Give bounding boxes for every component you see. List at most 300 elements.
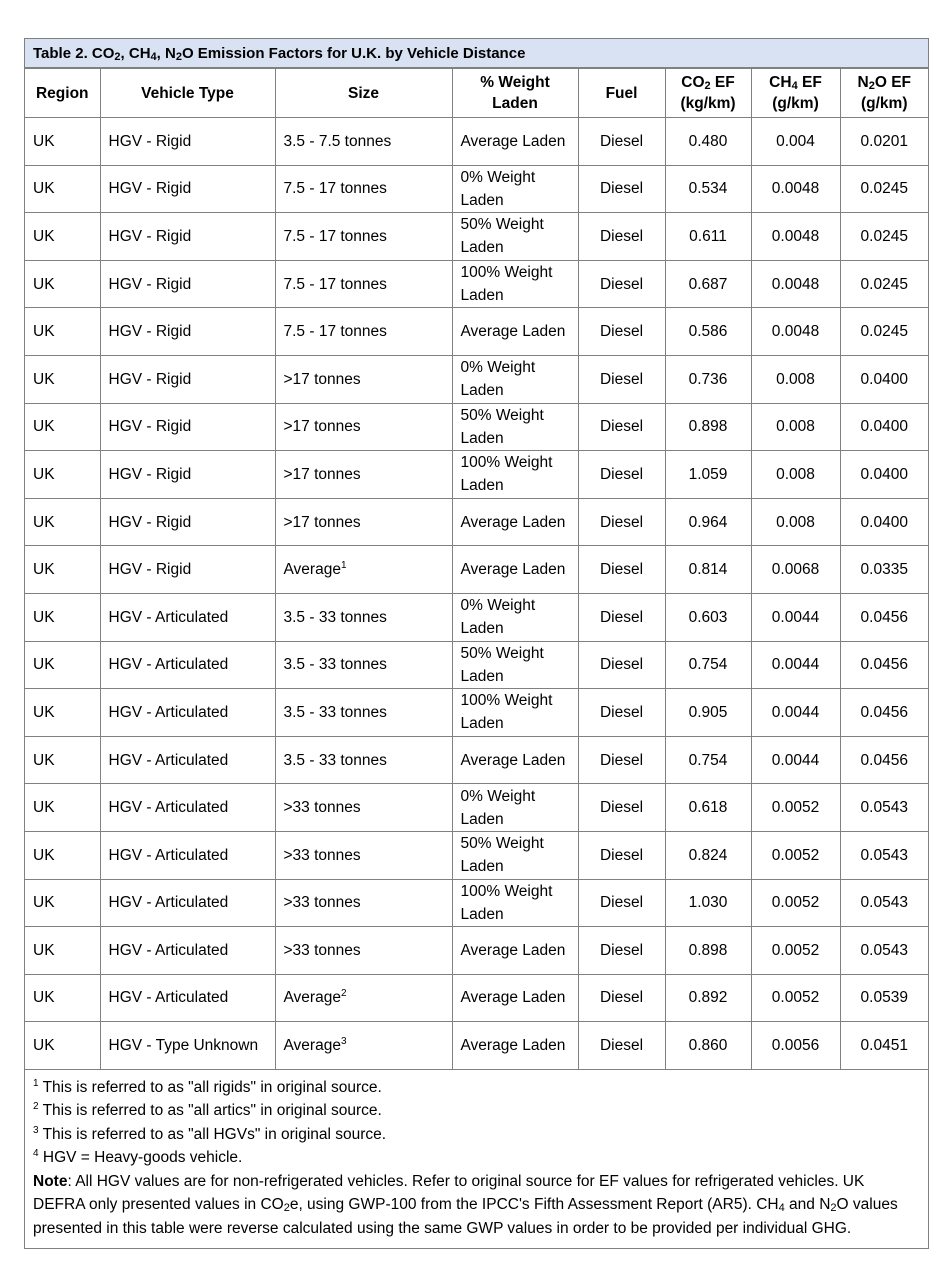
cell-n2o-ef-text: 0.0245 bbox=[860, 323, 908, 341]
table-row bbox=[25, 403, 928, 451]
cell-fuel bbox=[578, 355, 665, 403]
cell-fuel-text: Diesel bbox=[599, 323, 644, 341]
cell-weight-laden-text: Average Laden bbox=[460, 751, 566, 769]
cell-region bbox=[25, 974, 100, 1022]
cell-n2o-ef bbox=[840, 355, 928, 403]
caption-subscript: 4 bbox=[150, 51, 157, 63]
cell-region-text: UK bbox=[33, 846, 55, 864]
cell-fuel bbox=[578, 689, 665, 737]
footnote-marker: 2 bbox=[33, 1101, 39, 1113]
cell-weight-laden bbox=[452, 784, 578, 832]
cell-region bbox=[25, 213, 100, 261]
header-text: EF bbox=[710, 74, 735, 91]
cell-region bbox=[25, 879, 100, 927]
cell-vehicle-type-text: HGV - Rigid bbox=[108, 227, 192, 245]
cell-fuel bbox=[578, 213, 665, 261]
cell-ch4-ef bbox=[751, 736, 840, 784]
cell-ch4-ef bbox=[751, 451, 840, 499]
table-row bbox=[25, 593, 928, 641]
cell-co2-ef bbox=[665, 546, 751, 594]
caption-text: , CH bbox=[120, 45, 151, 62]
cell-fuel-text: Diesel bbox=[599, 275, 644, 293]
footnote-marker: 3 bbox=[340, 1036, 347, 1048]
cell-region bbox=[25, 165, 100, 213]
cell-co2-ef bbox=[665, 308, 751, 356]
cell-fuel-text: Diesel bbox=[599, 894, 644, 912]
cell-region bbox=[25, 831, 100, 879]
cell-ch4-ef bbox=[751, 355, 840, 403]
cell-vehicle-type bbox=[100, 927, 275, 975]
cell-weight-laden-text: 0% Weight Laden bbox=[460, 597, 536, 638]
cell-vehicle-type-text: HGV - Articulated bbox=[108, 751, 229, 769]
cell-ch4-ef-text: 0.008 bbox=[776, 370, 815, 388]
table-row bbox=[25, 546, 928, 594]
header-text: CH bbox=[769, 74, 792, 91]
note-text: and N bbox=[784, 1196, 831, 1214]
header-subscript: 2 bbox=[868, 80, 875, 92]
cell-region-text: UK bbox=[33, 323, 55, 341]
cell-co2-ef bbox=[665, 355, 751, 403]
cell-ch4-ef-text: 0.0048 bbox=[771, 227, 820, 245]
cell-ch4-ef-text: 0.0048 bbox=[771, 275, 820, 293]
cell-region-text: UK bbox=[33, 561, 55, 579]
cell-size-text: >17 tonnes bbox=[283, 513, 361, 531]
cell-ch4-ef bbox=[751, 831, 840, 879]
cell-fuel bbox=[578, 784, 665, 832]
cell-region bbox=[25, 355, 100, 403]
cell-weight-laden-text: Average Laden bbox=[460, 989, 566, 1007]
table-row bbox=[25, 1022, 928, 1070]
cell-ch4-ef-text: 0.0044 bbox=[771, 608, 820, 626]
cell-n2o-ef-text: 0.0400 bbox=[860, 370, 908, 388]
cell-n2o-ef-text: 0.0539 bbox=[860, 989, 908, 1007]
cell-ch4-ef bbox=[751, 118, 840, 166]
cell-size-text: Average bbox=[283, 1037, 341, 1055]
cell-size bbox=[275, 641, 452, 689]
cell-vehicle-type bbox=[100, 641, 275, 689]
header-unit: (g/km) bbox=[861, 95, 908, 112]
cell-ch4-ef-text: 0.0052 bbox=[771, 941, 820, 959]
cell-vehicle-type bbox=[100, 689, 275, 737]
cell-ch4-ef-text: 0.0052 bbox=[771, 846, 820, 864]
cell-fuel bbox=[578, 831, 665, 879]
cell-weight-laden bbox=[452, 593, 578, 641]
cell-co2-ef-text: 0.898 bbox=[688, 418, 728, 436]
cell-region-text: UK bbox=[33, 799, 55, 817]
header-unit: (g/km) bbox=[772, 95, 819, 112]
cell-weight-laden-text: Average Laden bbox=[460, 1037, 566, 1055]
cell-region bbox=[25, 593, 100, 641]
cell-n2o-ef-text: 0.0456 bbox=[860, 703, 908, 721]
footnote-marker: 4 bbox=[33, 1148, 39, 1160]
cell-co2-ef-text: 0.860 bbox=[688, 1037, 728, 1055]
cell-size bbox=[275, 736, 452, 784]
cell-weight-laden-text: Average Laden bbox=[460, 513, 566, 531]
table-row bbox=[25, 165, 928, 213]
table-row bbox=[25, 118, 928, 166]
footnote-marker: 1 bbox=[340, 560, 347, 572]
cell-co2-ef bbox=[665, 641, 751, 689]
cell-fuel bbox=[578, 641, 665, 689]
cell-vehicle-type bbox=[100, 165, 275, 213]
cell-vehicle-type-text: HGV - Articulated bbox=[108, 846, 229, 864]
cell-size-text: >33 tonnes bbox=[283, 846, 361, 864]
cell-n2o-ef-text: 0.0201 bbox=[860, 132, 908, 150]
cell-co2-ef-text: 0.905 bbox=[688, 703, 728, 721]
cell-vehicle-type-text: HGV - Articulated bbox=[108, 608, 229, 626]
header-fuel: Fuel bbox=[578, 69, 665, 118]
cell-ch4-ef-text: 0.0052 bbox=[771, 799, 820, 817]
cell-fuel bbox=[578, 118, 665, 166]
cell-vehicle-type bbox=[100, 498, 275, 546]
cell-size bbox=[275, 118, 452, 166]
cell-n2o-ef bbox=[840, 736, 928, 784]
cell-region-text: UK bbox=[33, 227, 55, 245]
header-text: N bbox=[857, 74, 869, 91]
cell-size-text: 7.5 - 17 tonnes bbox=[283, 180, 387, 198]
cell-weight-laden bbox=[452, 403, 578, 451]
cell-co2-ef-text: 0.964 bbox=[688, 513, 728, 531]
cell-size-text: 3.5 - 7.5 tonnes bbox=[283, 132, 392, 150]
cell-n2o-ef-text: 0.0456 bbox=[860, 608, 908, 626]
note-text: e, using GWP-100 from the IPCC's Fifth Assessment Report (AR5). CH bbox=[289, 1196, 779, 1214]
table-row bbox=[25, 355, 928, 403]
cell-size bbox=[275, 927, 452, 975]
footnote-text: This is referred to as "all artics" in original source. bbox=[38, 1102, 382, 1120]
cell-weight-laden-text: 100% Weight Laden bbox=[460, 882, 553, 923]
cell-region bbox=[25, 689, 100, 737]
cell-weight-laden-text: 0% Weight Laden bbox=[460, 787, 536, 828]
cell-weight-laden-text: 100% Weight Laden bbox=[460, 692, 553, 733]
cell-ch4-ef bbox=[751, 689, 840, 737]
cell-ch4-ef bbox=[751, 641, 840, 689]
footnote-1 bbox=[33, 1076, 920, 1100]
cell-region-text: UK bbox=[33, 180, 55, 198]
cell-weight-laden bbox=[452, 118, 578, 166]
cell-co2-ef-text: 0.754 bbox=[688, 656, 728, 674]
table-note bbox=[33, 1170, 920, 1241]
cell-n2o-ef-text: 0.0543 bbox=[860, 894, 908, 912]
header-unit: (kg/km) bbox=[680, 95, 736, 112]
cell-co2-ef-text: 0.824 bbox=[688, 846, 728, 864]
cell-co2-ef bbox=[665, 974, 751, 1022]
cell-co2-ef bbox=[665, 1022, 751, 1070]
cell-co2-ef-text: 1.030 bbox=[688, 894, 728, 912]
cell-region-text: UK bbox=[33, 703, 55, 721]
cell-vehicle-type bbox=[100, 974, 275, 1022]
cell-fuel bbox=[578, 1022, 665, 1070]
cell-ch4-ef-text: 0.0048 bbox=[771, 323, 820, 341]
cell-ch4-ef-text: 0.0056 bbox=[771, 1037, 820, 1055]
cell-ch4-ef bbox=[751, 213, 840, 261]
cell-vehicle-type bbox=[100, 451, 275, 499]
cell-fuel-text: Diesel bbox=[599, 608, 644, 626]
cell-fuel-text: Diesel bbox=[599, 227, 644, 245]
cell-co2-ef-text: 0.618 bbox=[688, 799, 728, 817]
cell-ch4-ef-text: 0.0052 bbox=[771, 894, 820, 912]
caption-subscript: 2 bbox=[175, 51, 182, 63]
cell-region bbox=[25, 308, 100, 356]
cell-region-text: UK bbox=[33, 608, 55, 626]
cell-n2o-ef-text: 0.0456 bbox=[860, 656, 908, 674]
cell-n2o-ef-text: 0.0543 bbox=[860, 941, 908, 959]
cell-size-text: 3.5 - 33 tonnes bbox=[283, 751, 387, 769]
cell-vehicle-type bbox=[100, 118, 275, 166]
footnote-4 bbox=[33, 1146, 920, 1170]
cell-ch4-ef bbox=[751, 165, 840, 213]
cell-weight-laden bbox=[452, 736, 578, 784]
cell-co2-ef-text: 0.814 bbox=[688, 561, 728, 579]
cell-weight-laden bbox=[452, 1022, 578, 1070]
cell-size-text: >17 tonnes bbox=[283, 418, 361, 436]
note-text: : All HGV values are for non-refrigerated vehicles. Refer to original source for EF values for refrigerated vehicles. UK DEFRA only presented values in CO bbox=[33, 1172, 865, 1214]
cell-ch4-ef-text: 0.0044 bbox=[771, 656, 820, 674]
cell-region-text: UK bbox=[33, 941, 55, 959]
cell-weight-laden bbox=[452, 165, 578, 213]
caption-subscript: 2 bbox=[114, 51, 121, 63]
cell-region bbox=[25, 641, 100, 689]
cell-size-text: >17 tonnes bbox=[283, 465, 361, 483]
footnote-text: HGV = Heavy-goods vehicle. bbox=[38, 1149, 243, 1167]
cell-co2-ef-text: 0.892 bbox=[688, 989, 728, 1007]
cell-size-text: 3.5 - 33 tonnes bbox=[283, 703, 387, 721]
cell-n2o-ef-text: 0.0245 bbox=[860, 180, 908, 198]
cell-weight-laden bbox=[452, 308, 578, 356]
cell-region bbox=[25, 118, 100, 166]
cell-fuel bbox=[578, 546, 665, 594]
header-text: O EF bbox=[874, 74, 911, 91]
cell-n2o-ef bbox=[840, 546, 928, 594]
cell-n2o-ef bbox=[840, 451, 928, 499]
cell-weight-laden-text: 100% Weight Laden bbox=[460, 454, 553, 495]
cell-vehicle-type bbox=[100, 593, 275, 641]
cell-n2o-ef-text: 0.0400 bbox=[860, 465, 908, 483]
cell-weight-laden-text: Average Laden bbox=[460, 561, 566, 579]
table-caption bbox=[25, 39, 928, 68]
cell-ch4-ef bbox=[751, 593, 840, 641]
cell-size-text: 7.5 - 17 tonnes bbox=[283, 275, 387, 293]
footnote-text: This is referred to as "all rigids" in original source. bbox=[38, 1078, 382, 1096]
cell-size bbox=[275, 260, 452, 308]
note-label: Note bbox=[33, 1172, 68, 1190]
cell-region-text: UK bbox=[33, 656, 55, 674]
cell-weight-laden bbox=[452, 498, 578, 546]
note-subscript: 2 bbox=[283, 1202, 290, 1215]
cell-vehicle-type-text: HGV - Rigid bbox=[108, 323, 192, 341]
cell-co2-ef-text: 0.534 bbox=[688, 180, 728, 198]
footnote-marker: 3 bbox=[33, 1124, 39, 1136]
cell-fuel bbox=[578, 165, 665, 213]
cell-ch4-ef-text: 0.0068 bbox=[771, 561, 820, 579]
cell-fuel-text: Diesel bbox=[599, 370, 644, 388]
cell-size-text: 3.5 - 33 tonnes bbox=[283, 656, 387, 674]
cell-n2o-ef bbox=[840, 641, 928, 689]
cell-size-text: 7.5 - 17 tonnes bbox=[283, 227, 387, 245]
cell-region-text: UK bbox=[33, 751, 55, 769]
table-row bbox=[25, 736, 928, 784]
table-row bbox=[25, 689, 928, 737]
cell-n2o-ef bbox=[840, 403, 928, 451]
cell-size bbox=[275, 689, 452, 737]
cell-vehicle-type bbox=[100, 260, 275, 308]
cell-vehicle-type-text: HGV - Rigid bbox=[108, 370, 192, 388]
cell-fuel-text: Diesel bbox=[599, 846, 644, 864]
table-row bbox=[25, 308, 928, 356]
cell-co2-ef bbox=[665, 593, 751, 641]
cell-fuel-text: Diesel bbox=[599, 1037, 644, 1055]
cell-size bbox=[275, 498, 452, 546]
cell-vehicle-type-text: HGV - Rigid bbox=[108, 132, 192, 150]
cell-co2-ef bbox=[665, 118, 751, 166]
cell-ch4-ef bbox=[751, 546, 840, 594]
cell-weight-laden-text: Average Laden bbox=[460, 323, 566, 341]
cell-ch4-ef bbox=[751, 784, 840, 832]
cell-n2o-ef bbox=[840, 260, 928, 308]
cell-co2-ef bbox=[665, 403, 751, 451]
cell-ch4-ef-text: 0.0052 bbox=[771, 989, 820, 1007]
cell-vehicle-type-text: HGV - Articulated bbox=[108, 941, 229, 959]
cell-vehicle-type-text: HGV - Type Unknown bbox=[108, 1037, 259, 1055]
cell-size bbox=[275, 974, 452, 1022]
cell-size-text: >33 tonnes bbox=[283, 894, 361, 912]
footnote-text: This is referred to as "all HGVs" in original source. bbox=[38, 1125, 387, 1143]
cell-weight-laden-text: 0% Weight Laden bbox=[460, 168, 536, 209]
cell-n2o-ef bbox=[840, 927, 928, 975]
cell-region bbox=[25, 784, 100, 832]
cell-n2o-ef bbox=[840, 498, 928, 546]
table-row bbox=[25, 213, 928, 261]
cell-vehicle-type bbox=[100, 546, 275, 594]
table-row bbox=[25, 498, 928, 546]
cell-n2o-ef-text: 0.0400 bbox=[860, 513, 908, 531]
cell-weight-laden-text: 50% Weight Laden bbox=[460, 644, 544, 685]
cell-n2o-ef-text: 0.0543 bbox=[860, 846, 908, 864]
cell-region bbox=[25, 736, 100, 784]
cell-fuel bbox=[578, 451, 665, 499]
cell-co2-ef bbox=[665, 213, 751, 261]
cell-fuel-text: Diesel bbox=[599, 941, 644, 959]
table-body bbox=[25, 118, 928, 1070]
cell-vehicle-type bbox=[100, 213, 275, 261]
cell-co2-ef bbox=[665, 879, 751, 927]
cell-ch4-ef-text: 0.008 bbox=[776, 513, 815, 531]
footnote-2 bbox=[33, 1099, 920, 1123]
table-row bbox=[25, 784, 928, 832]
cell-weight-laden bbox=[452, 260, 578, 308]
cell-vehicle-type bbox=[100, 784, 275, 832]
cell-vehicle-type bbox=[100, 403, 275, 451]
cell-n2o-ef-text: 0.0456 bbox=[860, 751, 908, 769]
header-weight-laden: % Weight Laden bbox=[452, 69, 578, 118]
header-vehicle-type: Vehicle Type bbox=[100, 69, 275, 118]
cell-ch4-ef-text: 0.004 bbox=[776, 132, 815, 150]
cell-vehicle-type-text: HGV - Articulated bbox=[108, 703, 229, 721]
table-row bbox=[25, 974, 928, 1022]
cell-co2-ef bbox=[665, 831, 751, 879]
cell-fuel-text: Diesel bbox=[599, 132, 644, 150]
cell-size bbox=[275, 308, 452, 356]
cell-n2o-ef bbox=[840, 974, 928, 1022]
cell-vehicle-type-text: HGV - Rigid bbox=[108, 418, 192, 436]
cell-size bbox=[275, 403, 452, 451]
cell-fuel bbox=[578, 974, 665, 1022]
cell-region-text: UK bbox=[33, 418, 55, 436]
cell-n2o-ef bbox=[840, 213, 928, 261]
cell-vehicle-type bbox=[100, 736, 275, 784]
cell-n2o-ef bbox=[840, 784, 928, 832]
caption-text: O Emission Factors for U.K. by Vehicle Distance bbox=[181, 45, 526, 62]
cell-region bbox=[25, 1022, 100, 1070]
cell-weight-laden bbox=[452, 689, 578, 737]
cell-region bbox=[25, 546, 100, 594]
cell-n2o-ef-text: 0.0335 bbox=[860, 561, 908, 579]
header-row bbox=[25, 69, 928, 118]
cell-fuel bbox=[578, 260, 665, 308]
cell-n2o-ef bbox=[840, 118, 928, 166]
cell-weight-laden-text: 50% Weight Laden bbox=[460, 835, 544, 876]
footnote-3 bbox=[33, 1123, 920, 1147]
cell-vehicle-type bbox=[100, 355, 275, 403]
cell-fuel-text: Diesel bbox=[599, 751, 644, 769]
cell-co2-ef bbox=[665, 165, 751, 213]
cell-n2o-ef-text: 0.0400 bbox=[860, 418, 908, 436]
cell-n2o-ef bbox=[840, 879, 928, 927]
table-row bbox=[25, 879, 928, 927]
cell-n2o-ef-text: 0.0451 bbox=[860, 1037, 908, 1055]
cell-vehicle-type-text: HGV - Articulated bbox=[108, 894, 229, 912]
cell-size bbox=[275, 355, 452, 403]
cell-weight-laden bbox=[452, 451, 578, 499]
cell-vehicle-type-text: HGV - Rigid bbox=[108, 513, 192, 531]
footnote-marker: 1 bbox=[33, 1077, 39, 1089]
cell-vehicle-type bbox=[100, 879, 275, 927]
cell-n2o-ef bbox=[840, 1022, 928, 1070]
emission-factors-table-container bbox=[24, 38, 929, 1249]
caption-text: Table 2. CO bbox=[33, 45, 115, 62]
cell-region bbox=[25, 403, 100, 451]
cell-n2o-ef bbox=[840, 689, 928, 737]
cell-co2-ef-text: 0.603 bbox=[688, 608, 728, 626]
cell-size bbox=[275, 451, 452, 499]
note-subscript: 4 bbox=[778, 1202, 785, 1215]
cell-region-text: UK bbox=[33, 465, 55, 483]
cell-n2o-ef-text: 0.0543 bbox=[860, 799, 908, 817]
cell-size bbox=[275, 784, 452, 832]
cell-vehicle-type bbox=[100, 1022, 275, 1070]
cell-co2-ef-text: 1.059 bbox=[688, 465, 728, 483]
cell-size bbox=[275, 831, 452, 879]
cell-size bbox=[275, 593, 452, 641]
cell-region-text: UK bbox=[33, 989, 55, 1007]
cell-fuel-text: Diesel bbox=[599, 656, 644, 674]
cell-region-text: UK bbox=[33, 370, 55, 388]
cell-fuel-text: Diesel bbox=[599, 513, 644, 531]
cell-co2-ef-text: 0.898 bbox=[688, 941, 728, 959]
cell-ch4-ef bbox=[751, 403, 840, 451]
cell-co2-ef bbox=[665, 736, 751, 784]
cell-fuel bbox=[578, 308, 665, 356]
cell-size-text: >17 tonnes bbox=[283, 370, 361, 388]
cell-ch4-ef bbox=[751, 974, 840, 1022]
note-text: O values presented in this table were reverse calculated using the same GWP values in order to be provided per individual GHG. bbox=[33, 1196, 898, 1237]
cell-size-text: >33 tonnes bbox=[283, 941, 361, 959]
cell-ch4-ef bbox=[751, 308, 840, 356]
cell-weight-laden bbox=[452, 641, 578, 689]
cell-n2o-ef bbox=[840, 308, 928, 356]
table-notes bbox=[25, 1070, 928, 1249]
cell-fuel bbox=[578, 593, 665, 641]
cell-n2o-ef bbox=[840, 165, 928, 213]
